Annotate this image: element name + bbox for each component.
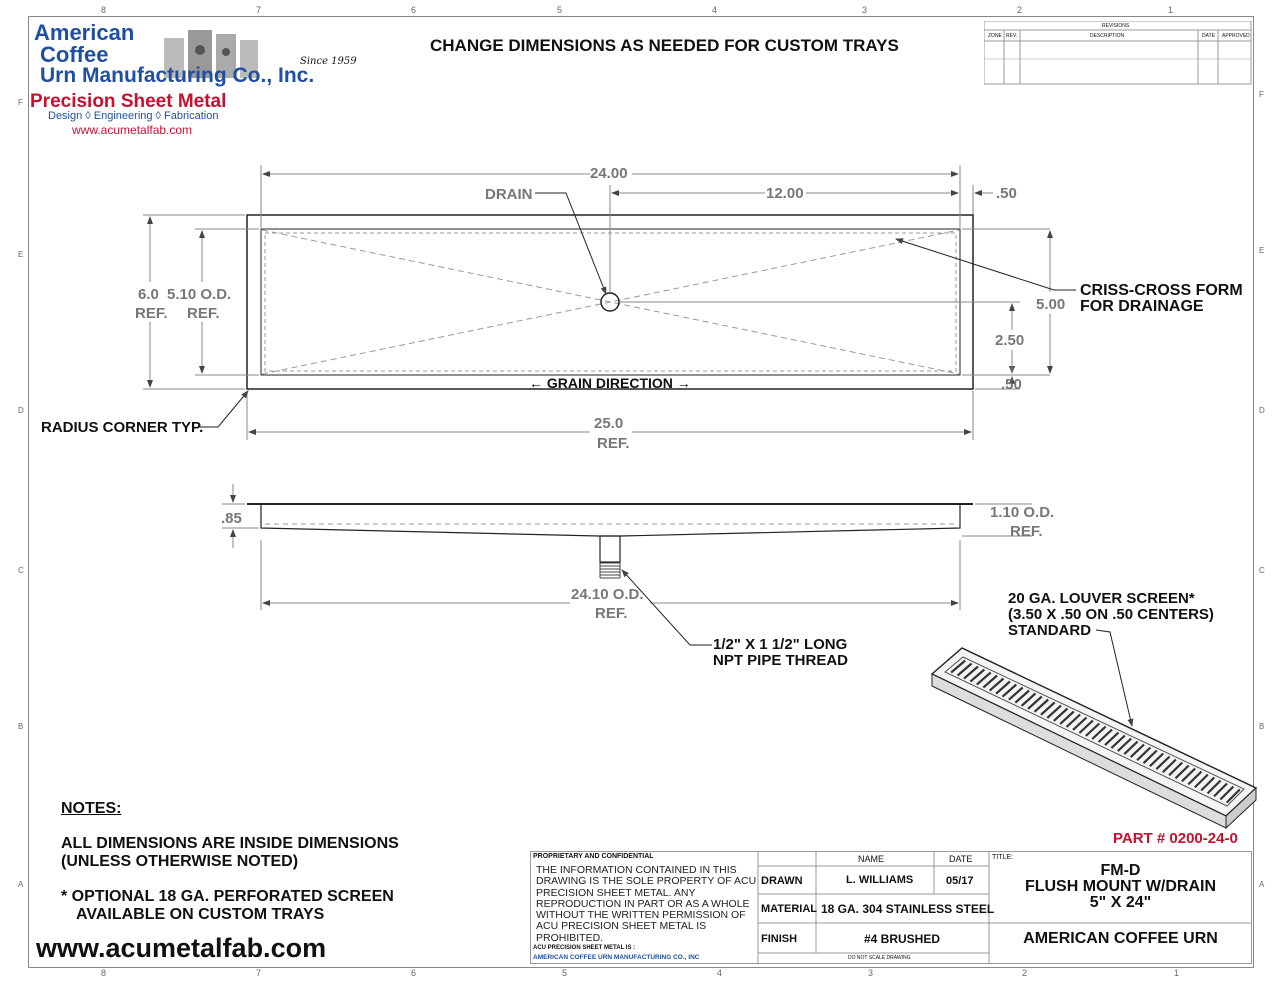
title-line-3: 5" X 24" [1089, 894, 1152, 911]
dim-flange-width-bottom: .50 [1001, 376, 1022, 393]
note-1-line-2: (UNLESS OTHERWISE NOTED) [61, 853, 299, 870]
logo-american: American [34, 20, 135, 45]
zone-side: E [18, 250, 24, 259]
logo-tagline: Design ◊ Engineering ◊ Fabrication [48, 110, 219, 122]
zone-bottom: 6 [411, 968, 417, 978]
revisions-header: REVISIONS [1102, 23, 1130, 29]
screen-leader [1096, 630, 1132, 726]
drain-label: DRAIN [485, 186, 533, 203]
proprietary-footer: ACU PRECISION SHEET METAL IS : [533, 945, 636, 951]
material-value: 18 GA. 304 STAINLESS STEEL [821, 902, 995, 916]
zone-bottom: 5 [562, 968, 568, 978]
zone-top: 5 [557, 5, 563, 15]
material-label: MATERIAL [761, 903, 818, 915]
title-label: TITLE: [992, 854, 1014, 861]
dim-overall-length: 24.00 [590, 165, 628, 182]
tray-profile [261, 505, 960, 536]
pipe-thread-label-2: NPT PIPE THREAD [713, 652, 849, 669]
zone-bottom: 1 [1174, 968, 1180, 978]
grain-direction-label: ← GRAIN DIRECTION → [529, 375, 691, 391]
zone-top: 4 [712, 5, 718, 15]
drawing-title [989, 863, 1252, 911]
zone-side: A [18, 880, 24, 889]
rev-col-date: DATE [1202, 33, 1215, 39]
dim-overall-ref-length: 25.0 [594, 415, 624, 432]
zone-side: B [1259, 722, 1265, 731]
dim-od-length: 24.10 O.D. [571, 586, 644, 603]
do-not-scale-note: DO NOT SCALE DRAWING [848, 955, 911, 961]
zone-side: D [1259, 406, 1265, 415]
zone-top: 3 [862, 5, 868, 15]
top-view [143, 165, 1076, 440]
zone-top: 1 [1168, 5, 1174, 15]
zone-side: C [18, 566, 24, 575]
drawn-label: DRAWN [761, 875, 803, 887]
pipe-thread [600, 562, 620, 578]
dim-overall-width: 6.0 [138, 286, 159, 303]
zone-side: C [1259, 566, 1265, 575]
rev-col-approved: APPROVED [1222, 33, 1250, 39]
criss-cross-label-2: FOR DRAINAGE [1080, 298, 1204, 315]
proprietary-company: AMERICAN COFFEE URN MANUFACTURING CO., INC [533, 954, 700, 961]
louver-screen-label: 20 GA. LOUVER SCREEN* [1008, 590, 1195, 607]
dim-overall-depth: 1.10 O.D. [990, 504, 1055, 521]
dim-od-length-ref: REF. [595, 605, 628, 622]
zone-side: A [1259, 880, 1265, 889]
note-2-line-2: AVAILABLE ON CUSTOM TRAYS [76, 906, 325, 923]
dim-flange-width: .50 [996, 185, 1017, 202]
dim-overall-depth-ref: REF. [1010, 523, 1043, 540]
footer-url[interactable]: www.acumetalfab.com [36, 933, 327, 963]
louver-screen-view [932, 630, 1256, 828]
rev-col-rev: REV. [1006, 33, 1018, 39]
screen-side [932, 674, 1226, 828]
dim-drain-offset: 2.50 [995, 332, 1025, 349]
pipe-leader [622, 570, 712, 645]
zone-bottom: 4 [717, 968, 723, 978]
dim-od-width-ref: REF. [187, 305, 220, 322]
col-name-header: NAME [858, 854, 885, 864]
zone-bottom: 8 [101, 968, 107, 978]
dim-overall-width-ref: REF. [135, 305, 168, 322]
dim-overall-ref-length-ref: REF. [597, 435, 630, 452]
note-2-line-1: * OPTIONAL 18 GA. PERFORATED SCREEN [61, 888, 394, 905]
zone-side: F [1259, 90, 1264, 99]
drain-leader [535, 193, 606, 294]
part-number: PART # 0200-24-0 [1113, 830, 1238, 847]
zone-top: 6 [411, 5, 417, 15]
title-banner: CHANGE DIMENSIONS AS NEEDED FOR CUSTOM TRAYS [430, 36, 899, 55]
title-line-2: FLUSH MOUNT W/DRAIN [1024, 878, 1217, 895]
drawn-name: L. WILLIAMS [846, 874, 914, 886]
finish-value: #4 BRUSHED [864, 932, 941, 946]
zone-top: 8 [101, 5, 107, 15]
drain-pipe [600, 536, 620, 562]
criss-cross-label: CRISS-CROSS FORM [1080, 282, 1243, 299]
logo-coffee: Coffee [40, 42, 109, 67]
logo-since: Since 1959 [300, 56, 357, 67]
proprietary-text: THE INFORMATION CONTAINED IN THIS DRAWING IS THE SOLE PROPERTY OF ACU PRECISION SHEET METAL. ANY REPRODUCTION IN PART OR AS A WHOLE WITHOUT THE WRITTEN PERMISSION OF ACU PRECISION SHEET METAL IS PROHIBITED. [536, 864, 757, 944]
louver-screen-standard: STANDARD [1008, 622, 1092, 639]
rev-col-zone: ZONE [988, 33, 1002, 39]
radius-corner-label: RADIUS CORNER TYP. [41, 419, 204, 436]
zone-side: B [18, 722, 24, 731]
logo-urn: Urn Manufacturing Co., Inc. [40, 64, 315, 87]
zone-bottom: 2 [1022, 968, 1028, 978]
drawn-date: 05/17 [946, 875, 974, 887]
proprietary-heading: PROPRIETARY AND CONFIDENTIAL [533, 853, 654, 860]
note-1-line-1: ALL DIMENSIONS ARE INSIDE DIMENSIONS [61, 835, 399, 852]
rev-col-description: DESCRIPTION [1090, 33, 1125, 39]
col-date-header: DATE [949, 854, 973, 864]
zone-side: D [18, 406, 24, 415]
louver-screen-spec: (3.50 X .50 ON .50 CENTERS) [1008, 606, 1214, 623]
radius-leader [200, 391, 248, 427]
company-name: AMERICAN COFFEE URN [1023, 930, 1218, 947]
dim-inside-width: 5.00 [1036, 296, 1066, 313]
pipe-thread-label: 1/2" X 1 1/2" LONG [713, 636, 848, 653]
title-block [530, 851, 1252, 964]
logo-brand: Precision Sheet Metal [30, 91, 227, 112]
title-line-1: FM-D [1100, 862, 1141, 879]
dim-od-width: 5.10 O.D. [167, 286, 232, 303]
zone-bottom: 7 [256, 968, 262, 978]
dim-half-length: 12.00 [766, 185, 804, 202]
zone-top: 7 [256, 5, 262, 15]
zone-side: F [18, 98, 23, 107]
notes-heading: NOTES: [61, 800, 122, 817]
zone-bottom: 3 [868, 968, 874, 978]
zone-side: E [1259, 246, 1265, 255]
criss-cross-leader [896, 239, 1076, 290]
dim-depth: .85 [221, 510, 242, 527]
finish-label: FINISH [761, 933, 798, 945]
zone-top: 2 [1017, 5, 1023, 15]
logo-url: www.acumetalfab.com [72, 123, 193, 137]
